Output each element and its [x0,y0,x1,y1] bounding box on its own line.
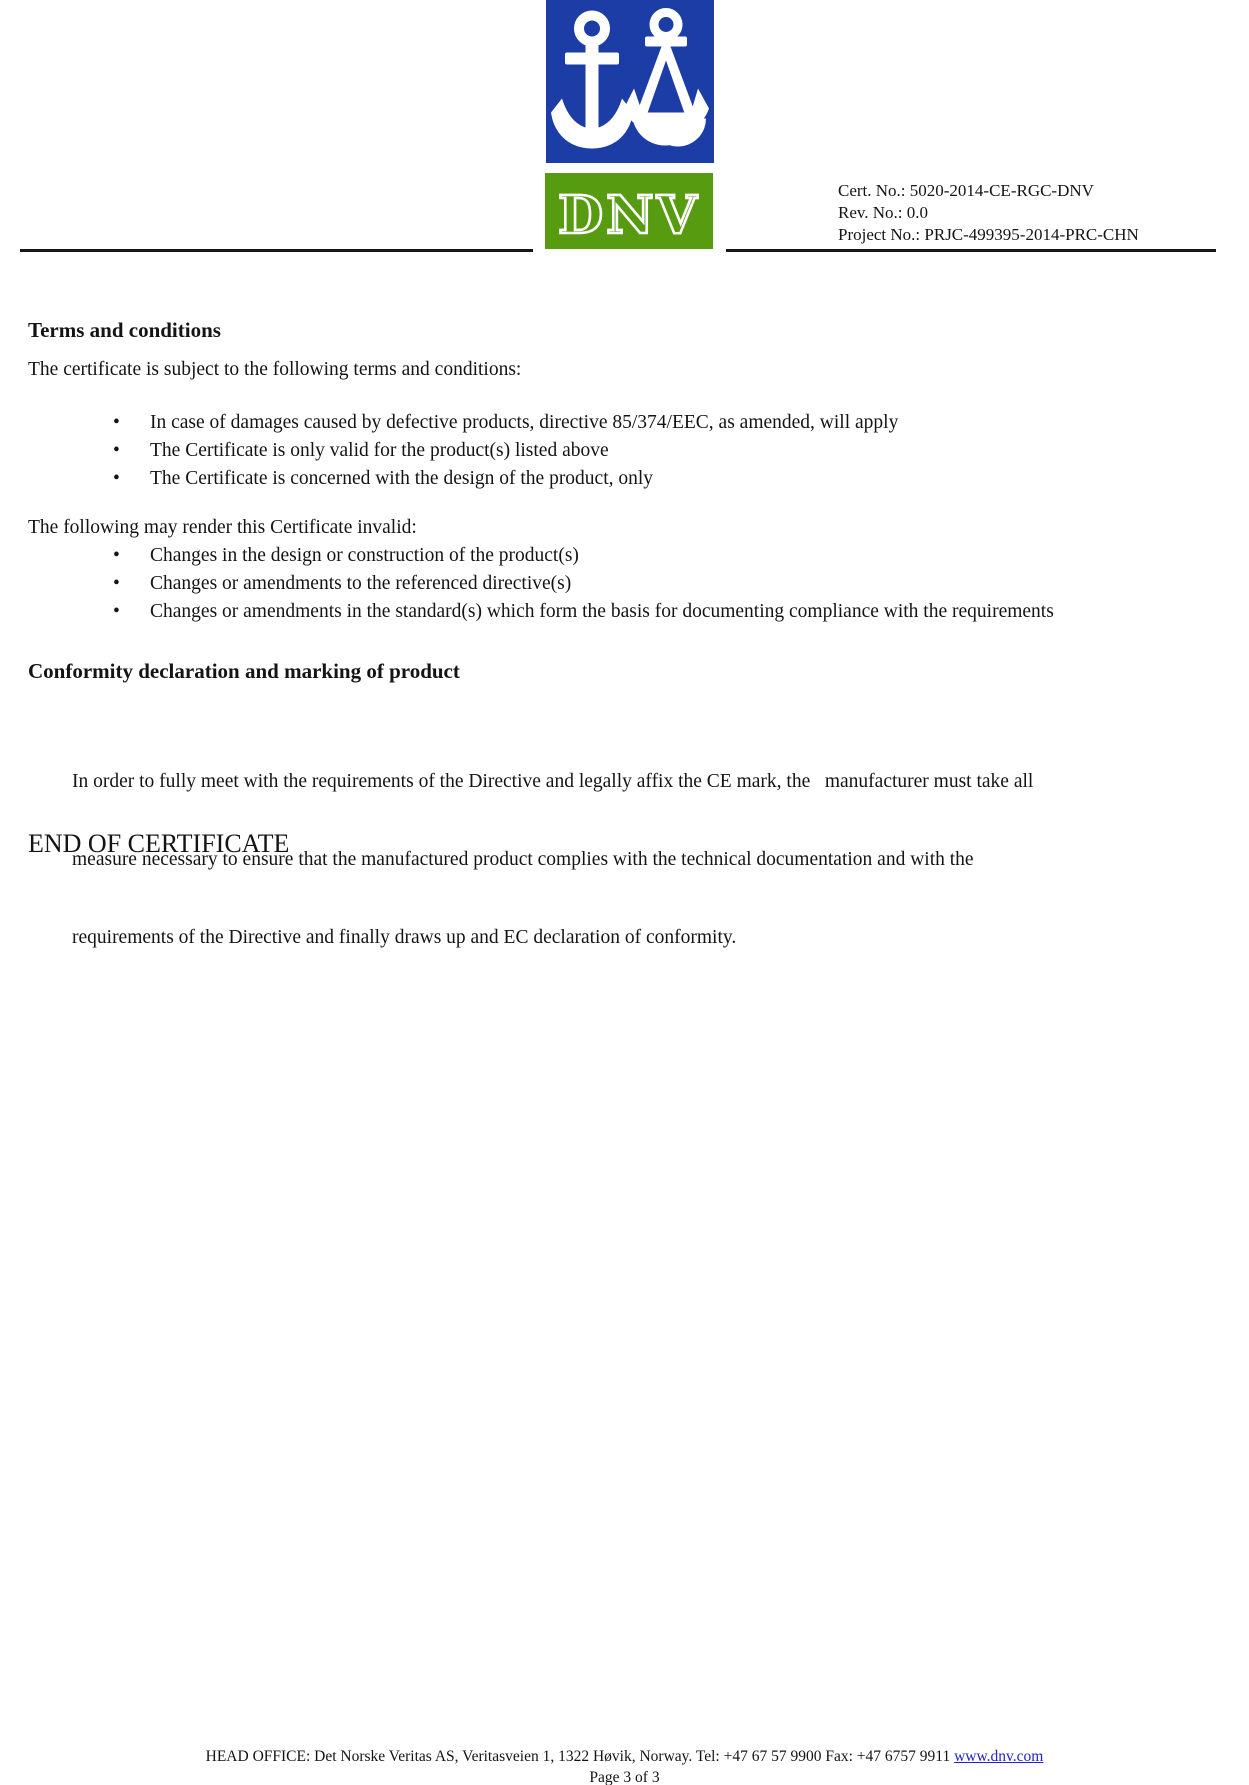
list-item-text: The Certificate is concerned with the design of the product, only [150,468,654,489]
invalid-intro: The following may render this Certificate invalid: [28,517,417,538]
list-item [113,542,1054,570]
dnv-logo-emblem [546,0,714,163]
list-item-text: In case of damages caused by defective products, directive 85/374/EEC, as amended, will apply [150,412,899,433]
list-item [113,598,1054,626]
bullet-icon: • [113,601,120,622]
conformity-heading: Conformity declaration and marking of product [28,659,460,683]
dnv-logo-wordmark [545,173,713,249]
bullet-icon: • [113,440,120,461]
terms-bullet-list [113,409,898,493]
paragraph-line: measure necessary to ensure that the manufactured product complies with the technical documentation and with the [72,849,974,870]
project-no: Project No.: PRJC-499395-2014-PRC-CHN [838,225,1139,244]
list-item [113,437,898,465]
page-footer [0,1746,1249,1785]
certificate-numbers [838,180,1139,246]
terms-heading: Terms and conditions [28,318,221,342]
list-item-text: Changes in the design or construction of the product(s) [150,545,579,566]
list-item [113,409,898,437]
head-office-line [0,1746,1249,1767]
bullet-icon: • [113,545,120,566]
conformity-paragraph [72,717,1033,1003]
bullet-icon: • [113,468,120,489]
dnv-logo-text: DNV [558,185,700,246]
page-number: Page 3 of 3 [589,1769,660,1785]
list-item-text: The Certificate is only valid for the product(s) listed above [150,440,609,461]
anchor-and-scales-icon [546,0,714,163]
bullet-icon: • [113,412,120,433]
list-item [113,570,1054,598]
end-of-certificate-text: END OF CERTIFICATE [28,829,290,858]
rev-no: Rev. No.: 0.0 [838,203,929,222]
invalid-bullet-list [113,542,1054,626]
paragraph-line: In order to fully meet with the requirements of the Directive and legally affix the CE mark, the manufacturer must take all [72,771,1034,792]
cert-no: Cert. No.: 5020-2014-CE-RGC-DNV [838,181,1094,200]
dnv-website-link[interactable]: www.dnv.com [954,1748,1044,1765]
header-divider-left [20,249,533,252]
terms-intro: The certificate is subject to the following terms and conditions: [28,359,522,380]
head-office-text: HEAD OFFICE: Det Norske Veritas AS, Veritasveien 1, 1322 Høvik, Norway. Tel: +47 67 57 9900 Fax: +47 6757 9911 [205,1748,955,1765]
bullet-icon: • [113,573,120,594]
list-item [113,465,898,493]
list-item-text: Changes or amendments to the referenced directive(s) [150,573,572,594]
list-item-text: Changes or amendments in the standard(s) which form the basis for documenting compliance with the requirements [150,601,1054,622]
header-divider-right [726,249,1216,252]
paragraph-line: requirements of the Directive and finally draws up and EC declaration of conformity. [72,927,737,948]
